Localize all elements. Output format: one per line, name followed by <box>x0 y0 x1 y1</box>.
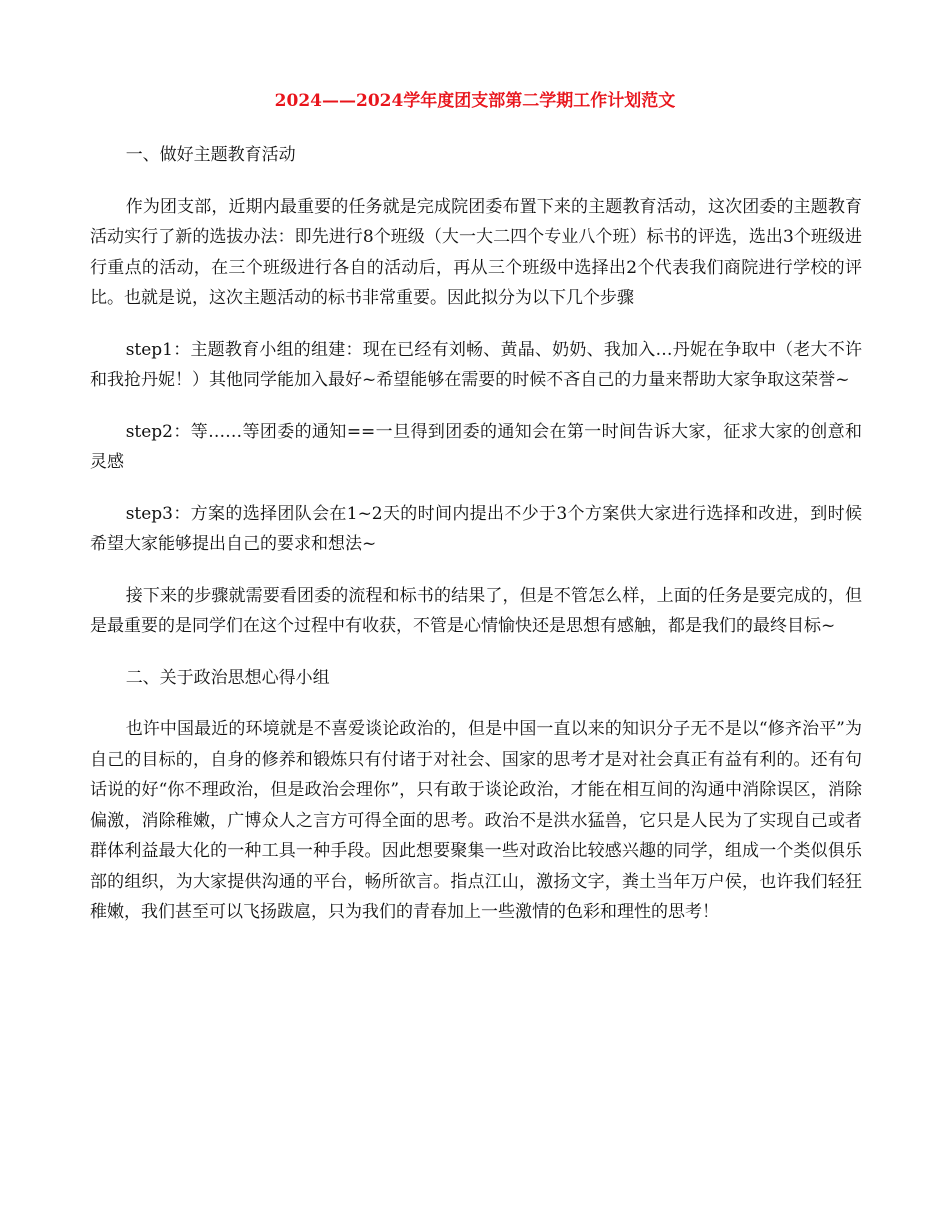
section-1-paragraph-conclusion: 接下来的步骤就需要看团委的流程和标书的结果了，但是不管怎么样，上面的任务是要完成的，但是最重要的是同学们在这个过程中有收获，不管是心情愉快还是思想有感触，都是我们的最终目标~ <box>90 585 862 636</box>
section-1-paragraph-1: 作为团支部，近期内最重要的任务就是完成院团委布置下来的主题教育活动，这次团委的主题教育活动实行了新的选拔办法：即先进行8个班级（大一大二四个专业八个班）标书的评选，选出3个班级进行重点的活动，在三个班级进行各自的活动后，再从三个班级中选择出2个代表我们商院进行学校的评比。也就是说，这次主题活动的标书非常重要。因此拟分为以下几个步骤 <box>90 196 862 308</box>
section-1-paragraph-step1: step1：主题教育小组的组建：现在已经有刘畅、黄晶、奶奶、我加入…丹妮在争取中（老大不许和我抢丹妮！）其他同学能加入最好~希望能够在需要的时候不吝自己的力量来帮助大家争取这荣誉~ <box>90 339 862 390</box>
section-2-paragraph-1: 也许中国最近的环境就是不喜爱谈论政治的，但是中国一直以来的知识分子无不是以“修齐治平”为自己的目标的，自身的修养和锻炼只有付诸于对社会、国家的思考才是对社会真正有益有利的。还有句话说的好“你不理政治，但是政治会理你”，只有敢于谈论政治，才能在相互间的沟通中消除误区，消除偏激，消除稚嫩，广博众人之言方可得全面的思考。政治不是洪水猛兽，它只是人民为了实现自己或者群体利益最大化的一种工具一种手段。因此想要聚集一些对政治比较感兴趣的同学，组成一个类似俱乐部的组织，为大家提供沟通的平台，畅所欲言。指点江山，激扬文字，粪土当年万户侯，也许我们轻狂稚嫩，我们甚至可以飞扬跋扈，只为我们的青春加上一些激情的色彩和理性的思考！ <box>90 719 862 922</box>
section-1-paragraph-step2: step2：等……等团委的通知==一旦得到团委的通知会在第一时间告诉大家，征求大家的创意和灵感 <box>90 421 862 472</box>
section-heading-1: 一、做好主题教育活动 <box>125 145 296 165</box>
section-1-paragraph-step3: step3：方案的选择团队会在1~2天的时间内提出不少于3个方案供大家进行选择和改进，到时候希望大家能够提出自己的要求和想法~ <box>90 503 862 554</box>
section-heading-2: 二、关于政治思想心得小组 <box>125 667 330 688</box>
document-body <box>90 140 862 949</box>
document-title: 2024——2024学年度团支部第二学期工作计划范文 <box>274 91 676 111</box>
